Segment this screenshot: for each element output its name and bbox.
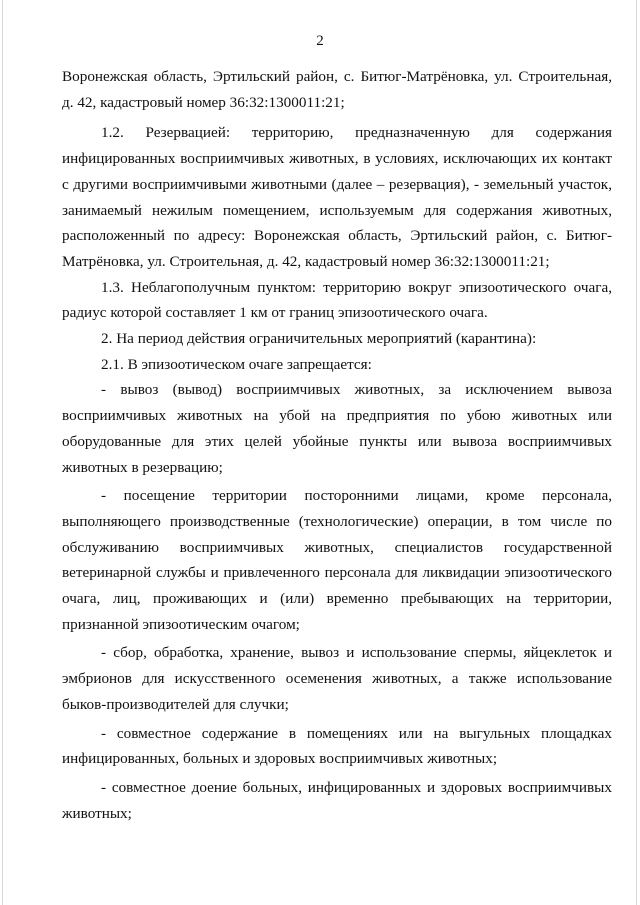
scan-edge-right xyxy=(636,0,637,905)
paragraph-ban-sperm: - сбор, обработка, хранение, вывоз и использование спермы, яйцеклеток и эмбрионов для искусственного осеменения животных, а также использование быков-производителей для случки; xyxy=(62,644,612,713)
page-number: 2 xyxy=(316,33,324,49)
paragraph-item-2-1-prohibited: 2.1. В эпизоотическом очаге запрещается: xyxy=(101,355,372,373)
paragraph-item-2-restrictions: 2. На период действия ограничительных мероприятий (карантина): xyxy=(101,330,537,348)
paragraph-item-1-2-reservation: 1.2. Резервацией: территорию, предназначенную для содержания инфицированных восприимчивых животных, в условиях, исключающих их контакт с другими восприимчивыми животными (далее – резервация), - земельный участок, занимаемый нежилым помещением, используемым для содержания животных, расположенный по адресу: Воронежская область, Эртильский район, с. Битюг-Матрёновка, ул. Строительная, д. 42, кадастровый номер 36:32:1300011:21; xyxy=(62,124,612,270)
paragraph-item-1-3-unfavorable-point: 1.3. Неблагополучным пунктом: территорию вокруг эпизоотического очага, радиус которой составляет 1 км от границ эпизоотического очага. xyxy=(62,278,612,322)
paragraph-address-continuation: Воронежская область, Эртильский район, с. Битюг-Матрёновка, ул. Строительная, д. 42, кадастровый номер 36:32:1300011:21; xyxy=(62,68,612,111)
paragraph-ban-visits: - посещение территории посторонними лицами, кроме персонала, выполняющего производственные (технологические) операции, в том числе по обслуживанию восприимчивых животных, специалистов государственной ветеринарной службы и привлеченного персонала для ликвидации эпизоотического очага, лиц, проживающих и (или) временно пребывающих на территории, признанной эпизоотическим очагом; xyxy=(62,487,612,633)
scan-edge-left xyxy=(2,0,3,905)
paragraph-ban-joint-keeping: - совместное содержание в помещениях или на выгульных площадках инфицированных, больных и здоровых восприимчивых животных; xyxy=(62,724,612,768)
document-body xyxy=(62,64,612,826)
paragraph-ban-removal: - вывоз (вывод) восприимчивых животных, за исключением вывоза восприимчивых животных на убой на предприятия по убою животных или оборудованные для этих целей убойные пункты или вывоза восприимчивых животных в резервацию; xyxy=(62,381,612,476)
paragraph-ban-joint-milking: - совместное доение больных, инфицированных и здоровых восприимчивых животных; xyxy=(62,778,612,822)
